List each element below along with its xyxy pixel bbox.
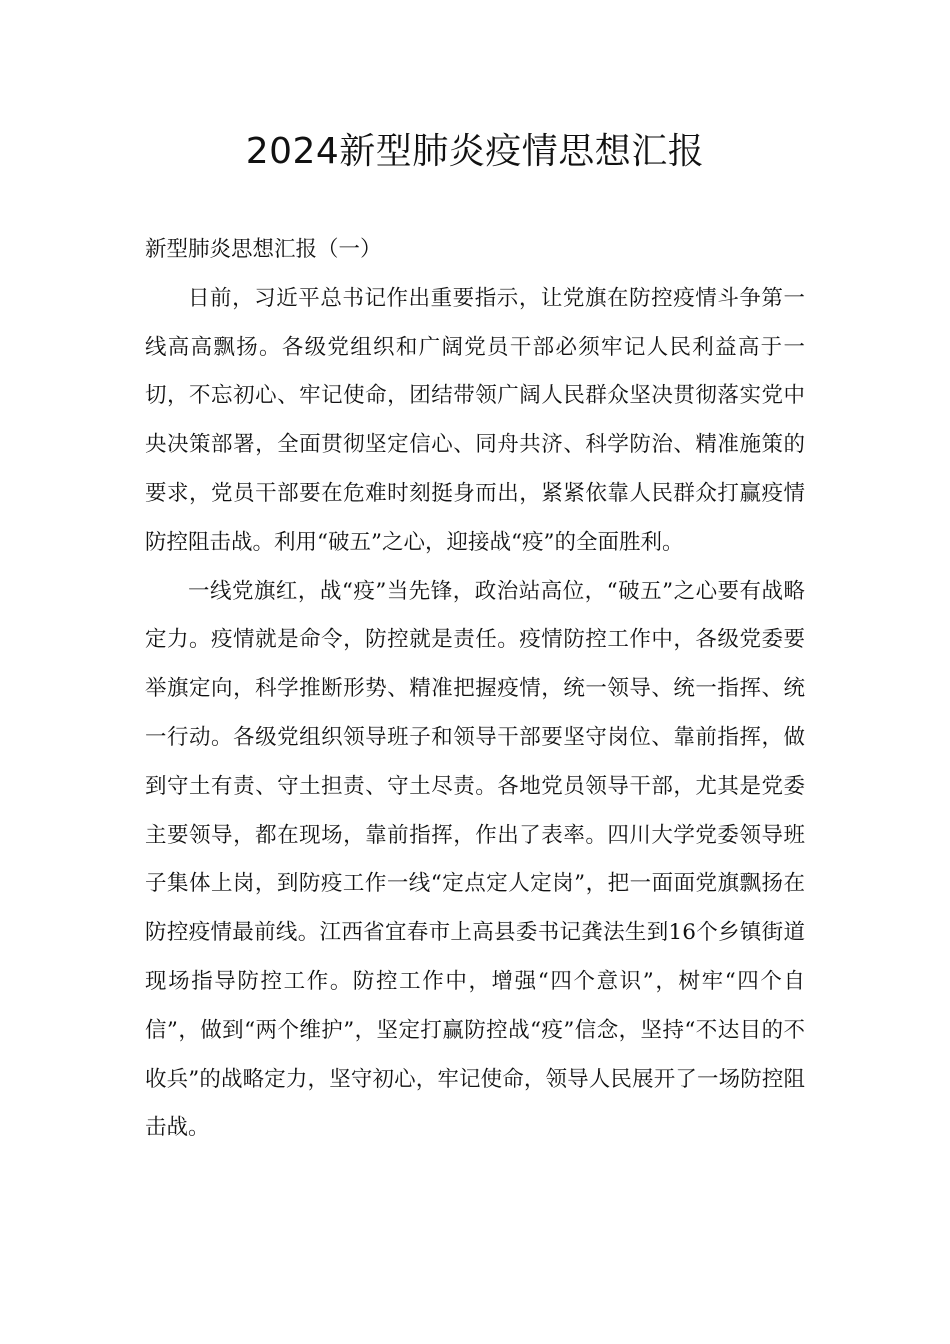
document-body <box>145 226 805 1153</box>
paragraph-2: 一线党旗红，战“疫”当先锋，政治站高位，“破五”之心要有战略定力。疫情就是命令，防控就是责任。疫情防控工作中，各级党委要举旗定向，科学推断形势、精准把握疫情，统一领导、统一指挥、统一行动。各级党组织领导班子和领导干部要坚守岗位、靠前指挥，做到守土有责、守土担责、守土尽责。各地党员领导干部，尤其是党委主要领导，都在现场，靠前指挥，作出了表率。四川大学党委领导班子集体上岗，到防疫工作一线“定点定人定岗”，把一面面党旗飘扬在防控疫情最前线。江西省宜春市上高县委书记龚法生到16个乡镇街道现场指导防控工作。防控工作中，增强“四个意识”，树牢“四个自信”，做到“两个维护”，坚定打赢防控战“疫”信念，坚持“不达目的不收兵”的战略定力，坚守初心，牢记使命，领导人民展开了一场防控阻击战。 <box>145 578 805 1141</box>
document-title: 2024新型肺炎疫情思想汇报 <box>245 131 705 172</box>
section-subheading: 新型肺炎思想汇报（一） <box>145 237 382 262</box>
paragraph-1: 日前，习近平总书记作出重要指示，让党旗在防控疫情斗争第一线高高飘扬。各级党组织和广阔党员干部必须牢记人民利益高于一切，不忘初心、牢记使命，团结带领广阔人民群众坚决贯彻落实党中央决策部署，全面贯彻坚定信心、同舟共济、科学防治、精准施策的要求，党员干部要在危难时刻挺身而出，紧紧依靠人民群众打赢疫情防控阻击战。利用“破五”之心，迎接战“疫”的全面胜利。 <box>145 285 805 555</box>
